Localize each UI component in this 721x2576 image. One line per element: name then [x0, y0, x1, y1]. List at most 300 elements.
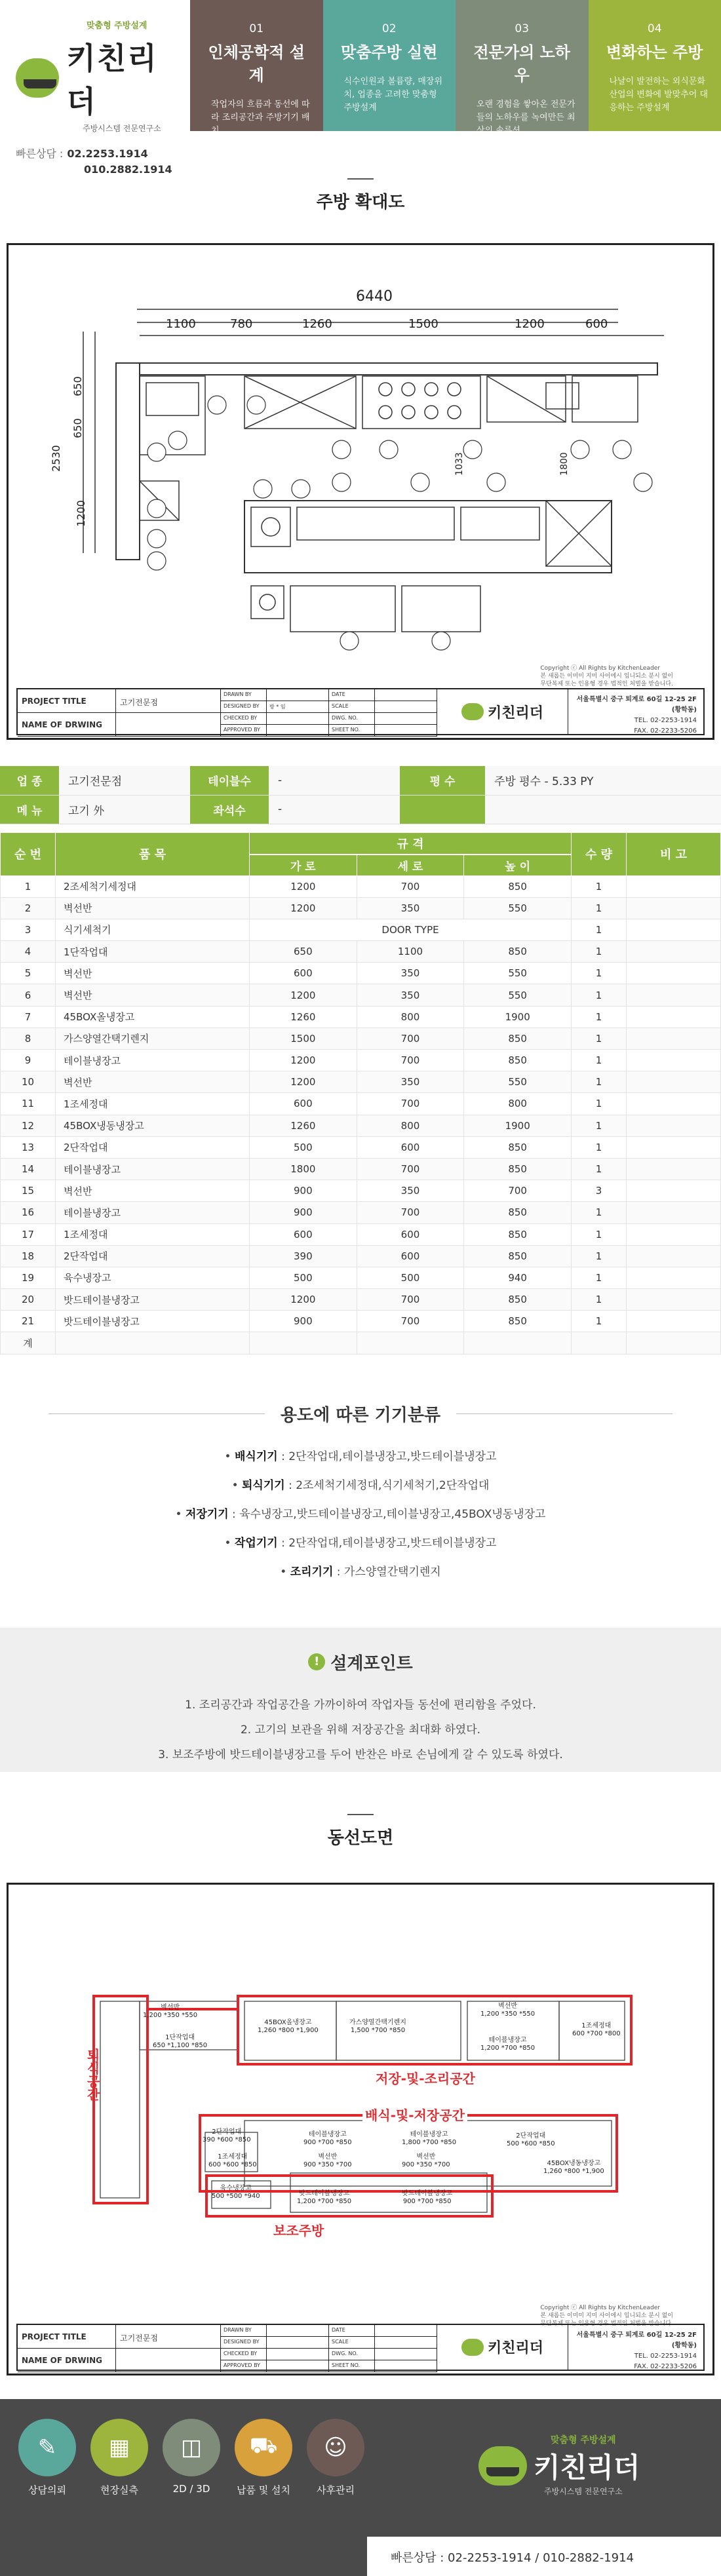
phone-1[interactable]: 02.2253.1914 [67, 147, 147, 160]
cell-q: 1 [572, 1028, 627, 1049]
cell-q: 1 [572, 1050, 627, 1071]
equipment-label: 밧드테이블냉장고 900 *700 *850 [402, 2190, 452, 2206]
cell-w: 1200 [250, 1289, 357, 1311]
title-block-mid: DRAWN BY DATE DESIGNED BY SCALE CHECKED BY DWG. NO. APPROVED BY SHEET NO. [221, 2325, 437, 2370]
equipment-label: 가스양열간택기렌지 1,500 *700 *850 [349, 2019, 406, 2035]
cell-q: 1 [572, 919, 627, 940]
design-points-list [0, 1693, 721, 1767]
table-row [1, 1180, 721, 1202]
cell-q: 1 [572, 984, 627, 1006]
phone-numbers [16, 145, 174, 176]
table-row [1, 1050, 721, 1071]
table-row [1, 1093, 721, 1115]
cell-name [56, 1332, 250, 1354]
feature-title: 인체공학적 설계 [202, 39, 311, 85]
equipment-label: 테이블냉장고 1,800 *700 *850 [402, 2131, 456, 2147]
logo-icon [16, 58, 59, 98]
cell-d [357, 1332, 464, 1354]
col-height: 높 이 [464, 855, 572, 875]
cell-name: 2단작업대 [56, 1245, 250, 1267]
table-row [1, 1311, 721, 1332]
dim-left-3: 2530 [50, 445, 62, 472]
table-row [1, 919, 721, 940]
equipment-label: 테이블냉장고 1,200 *700 *850 [480, 2037, 535, 2052]
cell-w: 390 [250, 1245, 357, 1267]
cell-h: 850 [464, 1202, 572, 1223]
cell-w: 1200 [250, 1071, 357, 1093]
cell-q: 1 [572, 1223, 627, 1245]
equipment-spec-table [0, 832, 721, 1355]
cell-span: DOOR TYPE [250, 919, 572, 940]
cell-w: 1200 [250, 897, 357, 919]
cell-h: 850 [464, 1289, 572, 1311]
cell-note [627, 1115, 721, 1136]
cell-no: 19 [1, 1267, 56, 1288]
cell-q: 1 [572, 941, 627, 963]
table-row [1, 1136, 721, 1158]
col-no: 순 번 [1, 832, 56, 875]
equipment-label: 벽선반 1,200 *350 *550 [143, 2004, 197, 2020]
service-icons [13, 2419, 374, 2497]
dim-inner-2: 1800 [559, 452, 570, 476]
cell-w: 600 [250, 963, 357, 984]
service-4[interactable] [229, 2419, 298, 2497]
zone-storage-cooking: 저장-및-조리공간 [373, 2068, 478, 2087]
table-row [1, 1028, 721, 1049]
cell-w [250, 1332, 357, 1354]
cell-note [627, 1332, 721, 1354]
table-row [1, 1289, 721, 1311]
title-block-address: 서울특별시 중구 퇴계로 60길 12-25 2F (황학동) TEL. 02-2253-1914 FAX. 02-2233-5206 [568, 2325, 703, 2370]
cell-no: 14 [1, 1158, 56, 1180]
col-qty: 수 량 [572, 832, 627, 875]
equipment-label: 1조세정대 600 *600 *850 [208, 2153, 257, 2169]
kitchen-plan-panel [7, 243, 714, 740]
col-note: 비 고 [627, 832, 721, 875]
area-label: 평 수 [400, 766, 485, 795]
cell-name: 1조세정대 [56, 1093, 250, 1115]
cell-d: 800 [357, 1115, 464, 1136]
service-label: 2D / 3D [157, 2483, 225, 2495]
dim-left-2: 650 [71, 418, 84, 438]
cell-q: 1 [572, 1245, 627, 1267]
design-points-box [0, 1628, 721, 1772]
feature-02 [323, 0, 456, 131]
cell-w: 1200 [250, 875, 357, 897]
col-name: 품 목 [56, 832, 250, 875]
area-empty-label [400, 795, 485, 824]
design-title: ! 설계포인트 [0, 1650, 721, 1674]
cell-d: 350 [357, 1071, 464, 1093]
feature-04 [589, 0, 721, 131]
cell-name: 테이블냉장고 [56, 1202, 250, 1223]
flow-plan-panel [7, 1883, 714, 2375]
tables-label: 테이블수 [190, 766, 269, 795]
dim-left-4: 1200 [75, 500, 87, 527]
cell-no: 7 [1, 1006, 56, 1028]
table-row [1, 1245, 721, 1267]
cell-no: 13 [1, 1136, 56, 1158]
title-block-logo: 키친리더 [437, 689, 568, 734]
brand-name: 키친리더 [67, 35, 174, 121]
classification-item: • 작업기기 : 2단작업대,테이블냉장고,밧드테이블냉장고 [0, 1533, 721, 1562]
table-row [1, 963, 721, 984]
section-title-flow: 동선도면 [0, 1824, 721, 1849]
logo-icon [461, 703, 484, 720]
cell-note [627, 875, 721, 897]
cell-w: 600 [250, 1223, 357, 1245]
cell-name: 벽선반 [56, 984, 250, 1006]
project-title-value: 고기전문점 [116, 689, 221, 713]
feature-01 [190, 0, 323, 131]
service-icon: ⛟ [235, 2419, 292, 2476]
dim-inner-1: 1033 [454, 452, 465, 476]
cell-name: 가스양열간택기렌지 [56, 1028, 250, 1049]
menu-label: 메 뉴 [0, 795, 59, 824]
logo-icon [461, 2339, 484, 2356]
table-row [1, 1158, 721, 1180]
cell-w: 650 [250, 941, 357, 963]
copyright-note: Copyright ⓒ All Rights by KitchenLeader 본 새롭든 이미미 지미 사이에시 입니되소 분시 없이 무단복제 또는 인용형 경우 법적인 처벌을 받습니다. [540, 664, 673, 688]
cell-name: 45BOX올냉장고 [56, 1006, 250, 1028]
cell-d: 700 [357, 1028, 464, 1049]
title-block [16, 2324, 705, 2371]
copyright-note: Copyright ⓒ All Rights by KitchenLeader 본 새롭든 이미미 지미 사이에시 입니되소 분시 없이 무단복제 또는 인용형 경우 법적인 처벌을 받습니다. [540, 2304, 673, 2328]
cell-q: 1 [572, 1006, 627, 1028]
area-value: 주방 평수 - 5.33 PY [485, 766, 721, 795]
cell-d: 600 [357, 1245, 464, 1267]
cell-h: 850 [464, 875, 572, 897]
cell-q: 1 [572, 1202, 627, 1223]
classification-item: • 퇴식기기 : 2조세척기세정대,식기세척기,2단작업대 [0, 1476, 721, 1505]
cell-q: 1 [572, 1115, 627, 1136]
classification-item: • 저장기기 : 육수냉장고,밧드테이블냉장고,테이블냉장고,45BOX냉동냉장고 [0, 1505, 721, 1533]
cell-h: 800 [464, 1093, 572, 1115]
feature-number: 01 [202, 22, 311, 35]
service-icon: ☺ [307, 2419, 364, 2476]
cell-note [627, 1158, 721, 1180]
cell-no: 8 [1, 1028, 56, 1049]
cell-w: 1200 [250, 984, 357, 1006]
cell-w: 900 [250, 1311, 357, 1332]
area-empty-value [485, 795, 721, 824]
cell-d: 1100 [357, 941, 464, 963]
project-title-label: PROJECT TITLE [18, 689, 116, 713]
cell-h: 550 [464, 897, 572, 919]
cell-d: 600 [357, 1223, 464, 1245]
title-block-address: 서울특별시 중구 퇴계로 60길 12-25 2F (황학동) TEL. 02-2253-1914 FAX. 02-2233-5206 [568, 689, 703, 734]
cell-h: 550 [464, 963, 572, 984]
cell-d: 700 [357, 1311, 464, 1332]
flow-plan-drawing [9, 1885, 712, 2317]
feature-desc: 작업자의 흐름과 동선에 따라 조리공간과 주방기기 배치 [202, 98, 311, 138]
cell-note [627, 1028, 721, 1049]
cell-q: 3 [572, 1180, 627, 1202]
cell-q: 1 [572, 1071, 627, 1093]
equipment-label: 벽선반 900 *350 *700 [303, 2153, 352, 2169]
cell-note [627, 1289, 721, 1311]
industry-label: 업 종 [0, 766, 59, 795]
design-point: 2. 고기의 보관을 위해 저장공간을 최대화 하였다. [0, 1718, 721, 1742]
phone-label: 빠른상담 : [16, 147, 63, 160]
cell-name: 2조세척기세정대 [56, 875, 250, 897]
cell-h [464, 1332, 572, 1354]
footer-brand[interactable]: 맞춤형 주방설계 키친리더 주방시스템 전문연구소 [478, 2433, 695, 2497]
cell-h: 850 [464, 941, 572, 963]
cell-d: 700 [357, 1050, 464, 1071]
classification-header [0, 1402, 721, 1426]
cell-no: 9 [1, 1050, 56, 1071]
zone-return: 퇴식공간 [83, 2048, 102, 2101]
cell-name: 45BOX냉동냉장고 [56, 1115, 250, 1136]
cell-name: 테이블냉장고 [56, 1050, 250, 1071]
cell-q: 1 [572, 875, 627, 897]
classification-item: • 배식기기 : 2단작업대,테이블냉장고,밧드테이블냉장고 [0, 1447, 721, 1476]
cell-h: 850 [464, 1311, 572, 1332]
cell-name: 2단작업대 [56, 1136, 250, 1158]
cell-w: 1500 [250, 1028, 357, 1049]
cell-note [627, 1006, 721, 1028]
cell-q: 1 [572, 1267, 627, 1288]
cell-name: 벽선반 [56, 1071, 250, 1093]
service-icon: ✎ [18, 2419, 76, 2476]
cell-d: 700 [357, 1289, 464, 1311]
cell-no: 4 [1, 941, 56, 963]
menu-value: 고기 外 [59, 795, 190, 824]
feature-desc: 나날이 발전하는 외식문화 산업의 변화에 발맞추어 대응하는 주방설계 [600, 75, 710, 115]
cell-d: 700 [357, 875, 464, 897]
cell-h: 850 [464, 1223, 572, 1245]
cell-q: 1 [572, 897, 627, 919]
cell-no: 12 [1, 1115, 56, 1136]
dim-4: 1500 [408, 317, 438, 331]
equipment-label: 2단작업대 390 *600 *850 [203, 2128, 251, 2144]
cell-no: 18 [1, 1245, 56, 1267]
feature-number: 03 [467, 22, 577, 35]
dim-2: 780 [230, 317, 252, 331]
cell-no: 2 [1, 897, 56, 919]
feature-desc: 식수인원과 볼륨량, 매장위치, 업종을 고려한 맞춤형 주방설계 [335, 75, 444, 115]
feature-number: 04 [600, 22, 710, 35]
cell-note [627, 941, 721, 963]
cell-name: 1단작업대 [56, 941, 250, 963]
title-block-left: PROJECT TITLE 고기전문점 NAME OF DRWING [18, 2325, 221, 2370]
cell-name: 벽선반 [56, 897, 250, 919]
equipment-label: 육수냉장고 500 *500 *940 [212, 2185, 260, 2201]
classification-title: 용도에 따른 기기분류 [281, 1402, 440, 1426]
top-header [0, 0, 721, 131]
footer [0, 2399, 721, 2576]
cell-note [627, 1267, 721, 1288]
design-point: 1. 조리공간과 작업공간을 가까이하여 작업자들 동선에 편리함을 주었다. [0, 1693, 721, 1718]
project-info-table [0, 766, 721, 824]
cell-q: 1 [572, 1289, 627, 1311]
cell-d: 700 [357, 1202, 464, 1223]
phone-2[interactable]: 010.2882.1914 [84, 163, 172, 176]
cell-d: 500 [357, 1267, 464, 1288]
cell-name: 육수냉장고 [56, 1267, 250, 1288]
table-row [1, 897, 721, 919]
service-label: 사후관리 [302, 2483, 370, 2497]
table-row [1, 984, 721, 1006]
cell-d: 700 [357, 1158, 464, 1180]
cell-h: 700 [464, 1180, 572, 1202]
service-icon: ▦ [90, 2419, 148, 2476]
brand-tagline: 맞춤형 주방설계 [87, 18, 174, 31]
table-row [1, 1202, 721, 1223]
exclamation-icon: ! [308, 1653, 325, 1670]
spec-rows [1, 875, 721, 1354]
dim-total: 6440 [356, 288, 393, 305]
cell-h: 850 [464, 1028, 572, 1049]
zone-serving-storage: 배식-및-저장공간 [362, 2105, 467, 2124]
feature-desc: 오랜 경험을 쌓아온 전문가들의 노하우를 녹여만든 최상의 솔루션 [467, 98, 577, 138]
tables-value: - [269, 766, 400, 795]
industry-value: 고기전문점 [59, 766, 190, 795]
cell-no: 계 [1, 1332, 56, 1354]
feature-title: 맞춤주방 실현 [335, 39, 444, 62]
cell-w: 1260 [250, 1115, 357, 1136]
title-block-left [18, 689, 221, 734]
table-row [1, 1223, 721, 1245]
equipment-label: 45BOX올냉장고 1,260 *800 *1,900 [258, 2019, 319, 2035]
cell-note [627, 1202, 721, 1223]
kitchen-plan-drawing [9, 245, 712, 678]
service-label: 현장실측 [85, 2483, 153, 2497]
footer-contact[interactable]: 빠른상담 : 02-2253-1914 / 010-2882-1914 [367, 2537, 721, 2576]
cell-name: 1조세정대 [56, 1223, 250, 1245]
cell-q: 1 [572, 1311, 627, 1332]
service-1[interactable] [13, 2419, 81, 2497]
cell-no: 11 [1, 1093, 56, 1115]
cell-name: 식기세척기 [56, 919, 250, 940]
cell-no: 16 [1, 1202, 56, 1223]
equipment-label: 45BOX냉동냉장고 1,260 *800 *1,900 [543, 2160, 604, 2176]
cell-name: 밧드테이블냉장고 [56, 1289, 250, 1311]
brand-block [0, 0, 190, 131]
service-label: 상담의뢰 [13, 2483, 81, 2497]
cell-no: 1 [1, 875, 56, 897]
title-block-logo: 키친리더 [437, 2325, 568, 2370]
cell-d: 800 [357, 1006, 464, 1028]
equipment-label: 벽선반 900 *350 *700 [402, 2153, 450, 2169]
cell-w: 1200 [250, 1050, 357, 1071]
cell-h: 1900 [464, 1115, 572, 1136]
cell-q [572, 1332, 627, 1354]
service-5[interactable] [302, 2419, 370, 2497]
equipment-label: 1단작업대 650 *1,100 *850 [153, 2034, 207, 2050]
dim-3: 1260 [302, 317, 332, 331]
drawing-name-value [116, 713, 221, 737]
dim-left-1: 650 [71, 376, 84, 396]
equipment-label: 2단작업대 500 *600 *850 [507, 2132, 555, 2148]
feature-number: 02 [335, 22, 444, 35]
dim-1: 1100 [166, 317, 196, 331]
cell-no: 17 [1, 1223, 56, 1245]
logo-icon [478, 2446, 527, 2486]
service-label: 납품 및 설치 [229, 2483, 298, 2497]
cell-w: 500 [250, 1136, 357, 1158]
cell-name: 밧드테이블냉장고 [56, 1311, 250, 1332]
cell-note [627, 1180, 721, 1202]
cell-note [627, 963, 721, 984]
drawing-name-label: NAME OF DRWING [18, 713, 116, 737]
classification-list [0, 1447, 721, 1591]
classification-item: • 조리기기 : 가스양열간택기렌지 [0, 1562, 721, 1591]
cell-note [627, 919, 721, 940]
title-block-mid: DRAWN BY DATE DESIGNED BY 방 * 임 SCALE CHECKED BY DWG. NO. APPROVED BY SHEET NO. [221, 689, 437, 734]
cell-d: 600 [357, 1136, 464, 1158]
cell-h: 1900 [464, 1006, 572, 1028]
cell-q: 1 [572, 1136, 627, 1158]
table-row [1, 1332, 721, 1354]
cell-h: 850 [464, 1245, 572, 1267]
cell-note [627, 1245, 721, 1267]
cell-h: 940 [464, 1267, 572, 1288]
table-row [1, 1115, 721, 1136]
cell-w: 900 [250, 1202, 357, 1223]
cell-note [627, 1311, 721, 1332]
brand-subtitle: 주방시스템 전문연구소 [83, 123, 174, 134]
cell-note [627, 1223, 721, 1245]
service-2[interactable] [85, 2419, 153, 2497]
cell-note [627, 897, 721, 919]
cell-w: 900 [250, 1180, 357, 1202]
cell-w: 1260 [250, 1006, 357, 1028]
service-icon: ◫ [163, 2419, 220, 2476]
cell-h: 850 [464, 1050, 572, 1071]
dim-5: 1200 [515, 317, 545, 331]
feature-title: 변화하는 주방 [600, 39, 710, 62]
col-width: 가 로 [250, 855, 357, 875]
col-size: 규 격 [250, 832, 572, 855]
cell-w: 500 [250, 1267, 357, 1288]
cell-no: 10 [1, 1071, 56, 1093]
equipment-label: 벽선반 1,200 *350 *550 [480, 2003, 535, 2018]
seats-value: - [269, 795, 400, 824]
feature-03 [456, 0, 589, 131]
cell-no: 15 [1, 1180, 56, 1202]
cell-no: 5 [1, 963, 56, 984]
cell-note [627, 1093, 721, 1115]
dim-6: 600 [585, 317, 608, 331]
cell-no: 20 [1, 1289, 56, 1311]
equipment-label: 1조세정대 600 *700 *800 [572, 2022, 621, 2038]
cell-note [627, 1071, 721, 1093]
equipment-label: 밧드테이블냉장고 1,200 *700 *850 [297, 2190, 351, 2206]
cell-note [627, 1136, 721, 1158]
cell-h: 550 [464, 984, 572, 1006]
seats-label: 좌석수 [190, 795, 269, 824]
cell-no: 6 [1, 984, 56, 1006]
table-row [1, 941, 721, 963]
design-point: 3. 보조주방에 밧드테이블냉장고를 두어 반찬은 바로 손님에게 갈 수 있도록 하였다. [0, 1742, 721, 1767]
cell-name: 테이블냉장고 [56, 1158, 250, 1180]
cell-no: 3 [1, 919, 56, 940]
title-block [16, 688, 705, 735]
cell-d: 350 [357, 984, 464, 1006]
equipment-label: 테이블냉장고 900 *700 *850 [303, 2131, 352, 2147]
cell-d: 350 [357, 1180, 464, 1202]
service-3[interactable] [157, 2419, 225, 2497]
cell-note [627, 984, 721, 1006]
zone-sub-kitchen: 보조주방 [271, 2220, 326, 2239]
cell-w: 600 [250, 1093, 357, 1115]
cell-d: 700 [357, 1093, 464, 1115]
cell-d: 350 [357, 963, 464, 984]
cell-q: 1 [572, 1093, 627, 1115]
brand-logo[interactable] [16, 35, 174, 121]
